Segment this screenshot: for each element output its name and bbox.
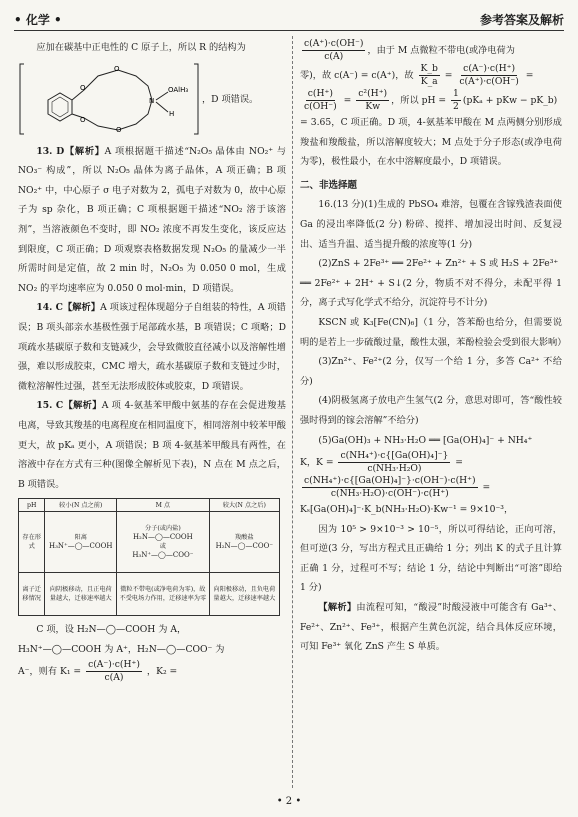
svg-text:O: O xyxy=(114,64,120,73)
r-line2: $\frac{c(H^+)}{c(OH^-)}$ = $\frac{\text{c²(H⁺)}}{Kw}$ ，所以 pH = $\frac{1}{2}$ (pKₐ + pKw − pK_b) xyxy=(304,88,558,112)
table-header: 较大(N 点之后) xyxy=(209,499,279,512)
table-header-row xyxy=(19,499,280,512)
q16-part2c: KSCN 或 K₃[Fe(CN)₆]（1 分，答苯酚也给分，但需要说明的是若上一步硫酸过量，酸性太强，苯酚检验会受到很大影响） xyxy=(300,316,567,348)
fraction-numerator: c(NH₄⁺)·c{[Ga(OH)₄]⁻} xyxy=(340,450,449,462)
page-number: • 2 • xyxy=(276,796,302,807)
kb-ka-fraction xyxy=(419,63,440,88)
table-cell: 分子(或内盐) H₂N—◯—COOH 或 H₃N⁺—◯—COO⁻ xyxy=(117,512,210,573)
h-oh-fraction xyxy=(302,88,339,113)
table-header: M 点 xyxy=(117,499,210,512)
q15-tail-3 xyxy=(18,659,286,684)
fraction-numerator: c²(H⁺) xyxy=(358,88,388,99)
table-row xyxy=(19,512,280,573)
q15-tag: 15. C【解析】 xyxy=(36,400,102,412)
fraction-denominator: c(OH⁻) xyxy=(304,101,337,112)
analysis-body: 由流程可知，“酸浸”时酸浸液中可能含有 Ga³⁺、Fe²⁺、Zn²⁺、Fe³⁺，根据产生黄色沉淀，结合具体反应环境，可知 Fe³⁺ 氧化 ZnS 产生 S 单质。 xyxy=(300,602,562,653)
fraction-denominator: c(A) xyxy=(104,672,124,684)
table-cell: 存在形式 xyxy=(19,512,45,573)
subject-label: • 化学 • xyxy=(14,12,62,27)
fraction-denominator: c(A⁺)·c(OH⁻) xyxy=(459,76,519,87)
fraction-denominator: c(A) xyxy=(324,51,344,62)
q16-part3: (3)Zn²⁺、Fe²⁺(2 分，仅写一个给 1 分，多答 Ca²⁺ 不给分) xyxy=(300,356,562,387)
header-title: 参考答案及解析 xyxy=(479,12,564,27)
structure-group-text: OAlH₃ xyxy=(168,85,189,94)
k-label: K，K = xyxy=(300,457,334,469)
k2-fraction xyxy=(302,38,365,63)
fraction-numerator: c(A⁺)·c(OH⁻) xyxy=(304,38,364,49)
table-header: pH xyxy=(19,499,45,512)
q14-tag: 14. C【解析】 xyxy=(36,302,101,314)
q12-tail: 应加在碳基中正电性的 C 原子上，所以 R 的结构为 xyxy=(36,42,246,53)
k-expression-1: K，K = $\frac{\text{c(NH₄⁺)·c\{[Ga(OH)₄]⁻\}}}{\text{c(NH₃·H₂O)}}$ = xyxy=(300,450,463,475)
page-header xyxy=(14,8,564,31)
q15-body: A 项 4-氨基苯甲酸中氨基的存在会促进羧基电离，导致其羧基的电离程度在相同温度下，相同溶剂中较苯甲酸更大，故 pKₐ 更小，A 项错误；B 项 4-氨基苯甲酸具有两性，在溶液中存在方式有三种(图像全解析见下表)，N 点在 M 点之后，B 项错误。 xyxy=(18,400,286,490)
fraction-numerator: K_b xyxy=(420,63,438,74)
question-14 xyxy=(18,298,286,396)
k2-label: ，K₂ = xyxy=(146,666,178,678)
q16-part5: (5)Ga(OH)₃ + NH₃·H₂O ══ [Ga(OH)₄]⁻ + NH₄⁺ xyxy=(318,434,533,446)
q16-part2b: ══ 2Fe²⁺ + 2H⁺ + S↓(2 分，物质不对不得分，未配平得 1 分，离子式写化学式不给分，沉淀符号不计分) xyxy=(300,277,562,309)
h2-kw-fraction xyxy=(356,88,389,113)
fraction-denominator: c(NH₃·H₂O) xyxy=(367,463,422,475)
q13-tag: 13. D【解析】 xyxy=(36,145,105,157)
fraction-denominator: Kw xyxy=(365,101,381,112)
section-heading: 二、非选择题 xyxy=(300,179,358,191)
left-column xyxy=(18,38,286,684)
q16-part2a: (2)ZnS + 2Fe³⁺ ══ 2Fe²⁺ + Zn²⁺ + S 或 H₂S + 2Fe³⁺ xyxy=(318,258,559,270)
q16-part4: (4)阴极氢离子放电产生氢气(2 分，意思对即可，答“酸性较强时得到的镓会溶解”不给分) xyxy=(300,395,562,426)
right-column xyxy=(300,38,567,657)
svg-text:N: N xyxy=(149,96,155,105)
r1-text: 零)，故 c(A⁻) = c(A⁺)，故 xyxy=(300,70,414,81)
r-line1: 零)，故 c(A⁻) = c(A⁺)，故 $\frac{K\_b}{K\_a}$ = $\frac{c(A^-)\cdot c(H^+)}{c(A^+)\cdot c(OH^-)}$ = xyxy=(300,63,534,87)
svg-text:H: H xyxy=(169,109,175,118)
column-divider xyxy=(292,36,293,788)
comparison-table xyxy=(18,498,280,616)
cell-text: 阳离 xyxy=(74,534,87,542)
analysis-tag: 【解析】 xyxy=(318,602,357,614)
question-16: 16.(13 分)(1)生成的 PbSO₄ 难溶，包覆在含镓残渣表面使 Ga 的浸出率降低(2 分) 粉碎、搅拌、增加浸出时间、反复浸出、适当升温、适当提升酸的浓度等(1 分) xyxy=(300,199,562,250)
fraction-denominator: K_a xyxy=(420,76,438,87)
table-cell: 离子迁移情况 xyxy=(19,573,45,616)
svg-text:O: O xyxy=(80,83,86,92)
table-cell: 向阴极移动，且正电荷量越大，迁移速率越大 xyxy=(45,573,117,616)
table-cell: 微粒不带电(或净电荷为零)，故不受电场力作用，迁移速率为零 xyxy=(117,573,210,616)
table-header: 较小(N 点之前) xyxy=(45,499,117,512)
table-row xyxy=(19,573,280,616)
cell-text: 羧酸盐 xyxy=(235,534,254,542)
k1-label: A⁻，则有 K₁ = xyxy=(18,666,82,678)
struct-tail: ，D 项错误。 xyxy=(202,93,259,105)
cell-text: 分子(或内盐) xyxy=(144,525,181,533)
r2-tail2: (pKₐ + pKw − pK_b) xyxy=(462,95,558,106)
ratio-fraction xyxy=(457,63,520,88)
q13-body: A 项根据题干描述“N₂O₅ 晶体由 NO₂⁺ 与 NO₃⁻ 构成”，所以 N₂O₅ 晶体为离子晶体，A 项正确；B 项 NO₂⁺ 中，中心原子 σ 电子对数为 2，孤电子对数为 0，故中心原子为 sp 杂化，B 项正确；C 项根据题干描述“NO₂ 溶于该溶剂”，当溶液颜色不变时，即 NO₂ 浓度不再发生变化，该反应达到限度，C 项正确；D 项观察表格数据发现 N₂O₅ 的量减少一半所需时间是定值，故 2 min 时，N₂O₅ 为 0.050 0 mol，生成 NO₂ 的平均速率应为 0.050 0 mol·min，D 项错误。 xyxy=(18,145,286,294)
question-13 xyxy=(18,142,286,299)
q15-tail-1: C 项，设 H₂N—◯—COOH 为 A， xyxy=(36,624,187,636)
k-fraction-1 xyxy=(338,450,450,475)
fraction-denominator: 2 xyxy=(453,101,459,112)
fraction-numerator: c(A⁻)·c(H⁺) xyxy=(463,63,516,74)
r-line3: = 3.65，C 项正确。D 项，4-氨基苯甲酸在 M 点两侧分别形成羧盐和羧酸盐，所以溶解度较大；M 点处于分子形态(或净电荷为零)，极性最小，在水中溶解度最小，D 项错误。 xyxy=(300,117,562,168)
table-cell: 阳离 H₃N⁺—◯—COOH xyxy=(45,512,117,573)
k1-fraction xyxy=(86,659,142,684)
half-fraction xyxy=(451,88,461,113)
q15-tail-2: H₃N⁺—◯—COOH 为 A⁺，H₂N—◯—COO⁻ 为 xyxy=(18,643,225,655)
svg-text:O: O xyxy=(80,115,86,124)
q14-body: A 项该过程体现超分子自组装的特性，A 项错误；B 项头部亲水基极性强于尾部疏水基，B 项错误；C 项略；D 项疏水基碳原子数和支链减少，会导致微胶直径减小以及溶解性增强，难以形成胶束，CMC 增大，疏水基碳原子数和支链过少时，微粒溶解性过强，甚至无法形成胶体或胶束，D 项错误。 xyxy=(18,302,286,392)
k-expression-2: $\frac{\text{c(NH₄⁺)·c\{[Ga(OH)₄]⁻\}·c(OH⁻)·c(H⁺)}}{\text{c(NH₃·H₂O)·c(OH⁻)·c(H⁺)}}$ = xyxy=(304,475,491,500)
k-expression-3: Kₛ[Ga(OH)₄]⁻·K_b(NH₃·H₂O)·Kw⁻¹ = 9×10⁻³， xyxy=(300,504,514,516)
fraction-numerator: c(NH₄⁺)·c{[Ga(OH)₄]⁻}·c(OH⁻)·c(H⁺) xyxy=(304,475,476,487)
question-15 xyxy=(18,396,286,494)
table-cell: 羧酸盐 H₂N—◯—COO⁻ xyxy=(209,512,279,573)
fraction-numerator: 1 xyxy=(453,88,459,99)
table-cell: 向阳极移动，且负电荷量越大，迁移速率越大 xyxy=(209,573,279,616)
r2-tail: ，所以 pH = xyxy=(391,95,447,106)
k-conclusion: 因为 10⁵ > 9×10⁻³ > 10⁻⁵，所以可得结论，正向可溶，但可逆(3 分，写出方程式且正确给 1 分；列出 K 的式子且计算正确 1 分，过程可不写；结论 1 分，结论中判断出“可溶”即给 1 分) xyxy=(300,523,562,594)
fraction-numerator: c(A⁻)·c(H⁺) xyxy=(88,659,140,671)
r-line0 xyxy=(300,38,562,63)
k-fraction-2 xyxy=(302,475,478,500)
fraction-denominator: c(NH₃·H₂O)·c(OH⁻)·c(H⁺) xyxy=(330,488,449,500)
crown-ether-structure xyxy=(18,60,200,138)
fraction-numerator: c(H⁺) xyxy=(307,88,333,99)
analysis xyxy=(300,598,562,657)
cell-text: 或 xyxy=(159,543,166,551)
r0-tail: ，由于 M 点微粒不带电(或净电荷为 xyxy=(367,45,515,56)
svg-text:O: O xyxy=(116,125,122,134)
structure-figure xyxy=(18,60,286,138)
